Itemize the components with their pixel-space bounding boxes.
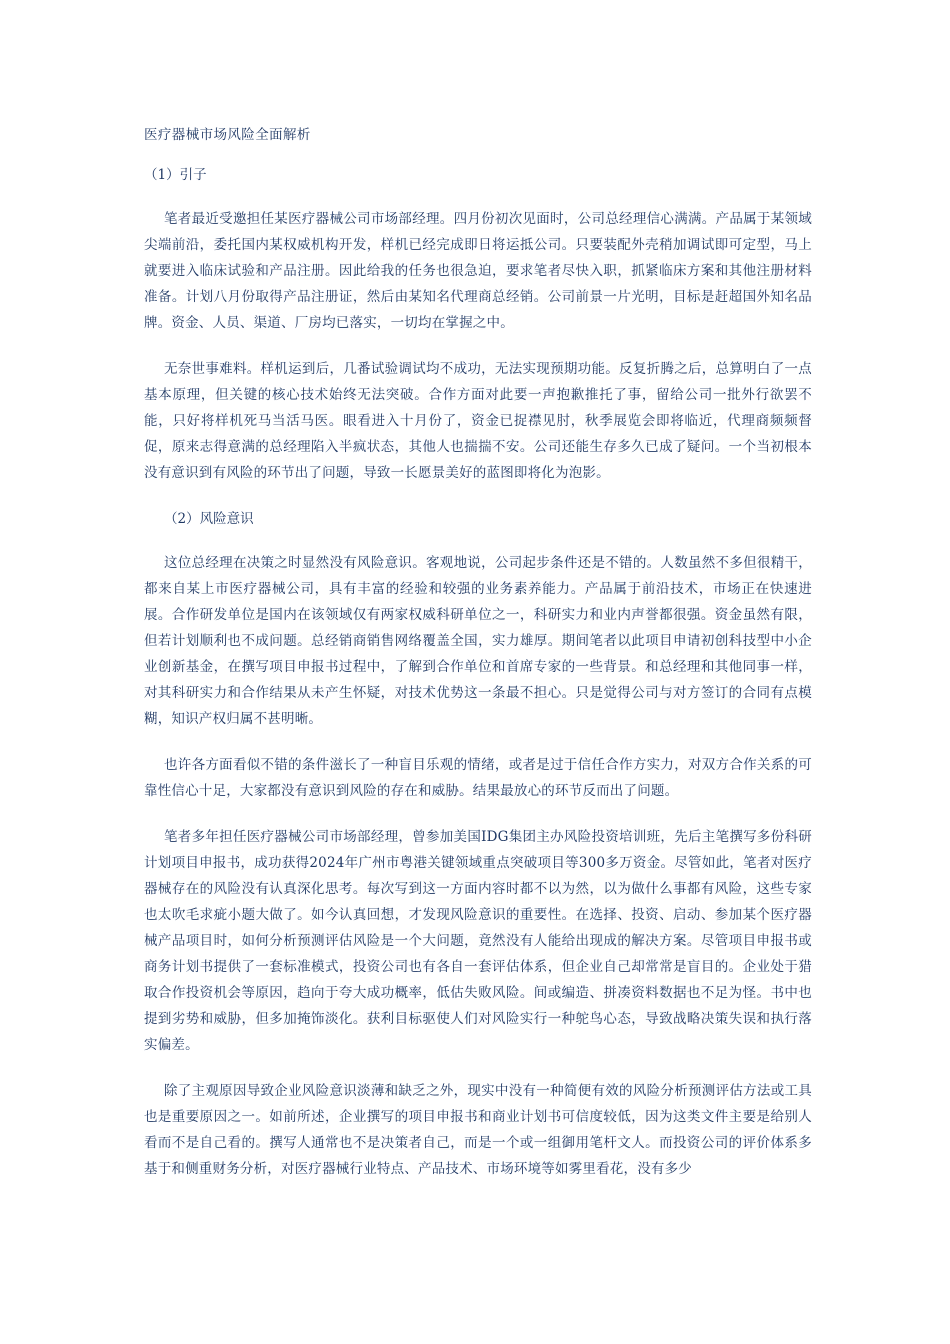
paragraph: 笔者多年担任医疗器械公司市场部经理，曾参加美国IDG集团主办风险投资培训班，先后主笔撰写多份科研计划项目申报书，成功获得2024年广州市粤港关键领域重点突破项目等300多万资金。尽管如此，笔者对医疗器械存在的风险没有认真深化思考。每次写到这一方面内容时都不以为然，以为做什么事都有风险，这些专家也太吹毛求疵小题大做了。如今认真回想，才发现风险意识的重要性。在选择、投资、启动、参加某个医疗器械产品项目时，如何分析预测评估风险是一个大问题，竟然没有人能给出现成的解决方案。尽管项目申报书或商务计划书提供了一套标准模式，投资公司也有各自一套评估体系，但企业自己却常常是盲目的。企业处于猎取合作投资机会等原因，趋向于夸大成功概率，低估失败风险。间或编造、拼凑资料数据也不足为怪。书中也提到劣势和威胁，但多加掩饰淡化。获利目标驱使人们对风险实行一种鸵鸟心态，导致战略决策失误和执行落实偏差。	[144, 829, 812, 1053]
section-heading-introduction: （1）引子	[144, 167, 207, 183]
document-body	[144, 122, 812, 1202]
paragraph: 除了主观原因导致企业风险意识淡薄和缺乏之外，现实中没有一种简便有效的风险分析预测评估方法或工具也是重要原因之一。如前所述，企业撰写的项目申报书和商业计划书可信度较低，因为这类文件主要是给别人看而不是自己看的。撰写人通常也不是决策者自己，而是一个或一组御用笔杆文人。而投资公司的评价体系多基于和侧重财务分析，对医疗器械行业特点、产品技术、市场环境等如雾里看花，没有多少	[144, 1083, 812, 1177]
section-heading-risk-awareness: （2）风险意识	[164, 511, 254, 527]
paragraph: 无奈世事难料。样机运到后，几番试验调试均不成功，无法实现预期功能。反复折腾之后，总算明白了一点基本原理，但关键的核心技术始终无法突破。合作方面对此要一声抱歉推托了事，留给公司一批外行欲罢不能，只好将样机死马当活马医。眼看进入十月份了，资金已捉襟见肘，秋季展览会即将临近，代理商频频督促，原来志得意满的总经理陷入半疯状态，其他人也揣揣不安。公司还能生存多久已成了疑问。一个当初根本没有意识到有风险的环节出了问题，导致一长愿景美好的蓝图即将化为泡影。	[144, 361, 812, 481]
document-title: 医疗器械市场风险全面解析	[144, 127, 311, 143]
paragraph: 这位总经理在决策之时显然没有风险意识。客观地说，公司起步条件还是不错的。人数虽然不多但很精干，都来自某上市医疗器械公司，具有丰富的经验和较强的业务素养能力。产品属于前沿技术，市场正在快速进展。合作研发单位是国内在该领域仅有两家权威科研单位之一，科研实力和业内声誉都很强。资金虽然有限，但若计划顺利也不成问题。总经销商销售网络覆盖全国，实力雄厚。期间笔者以此项目申请初创科技型中小企业创新基金，在撰写项目申报书过程中，了解到合作单位和首席专家的一些背景。和总经理和其他同事一样，对其科研实力和合作结果从未产生怀疑，对技术优势这一条最不担心。只是觉得公司与对方签订的合同有点模糊，知识产权归属不甚明晰。	[144, 555, 812, 727]
paragraph: 笔者最近受邀担任某医疗器械公司市场部经理。四月份初次见面时，公司总经理信心满满。产品属于某领域尖端前沿，委托国内某权威机构开发，样机已经完成即日将运抵公司。只要装配外壳稍加调试即可定型，马上就要进入临床试验和产品注册。因此给我的任务也很急迫，要求笔者尽快入职，抓紧临床方案和其他注册材料准备。计划八月份取得产品注册证，然后由某知名代理商总经销。公司前景一片光明，目标是赶超国外知名品牌。资金、人员、渠道、厂房均已落实，一切均在掌握之中。	[144, 211, 812, 331]
paragraph: 也许各方面看似不错的条件滋长了一种盲目乐观的情绪，或者是过于信任合作方实力，对双方合作关系的可靠性信心十足，大家都没有意识到风险的存在和威胁。结果最放心的环节反而出了问题。	[144, 757, 812, 799]
